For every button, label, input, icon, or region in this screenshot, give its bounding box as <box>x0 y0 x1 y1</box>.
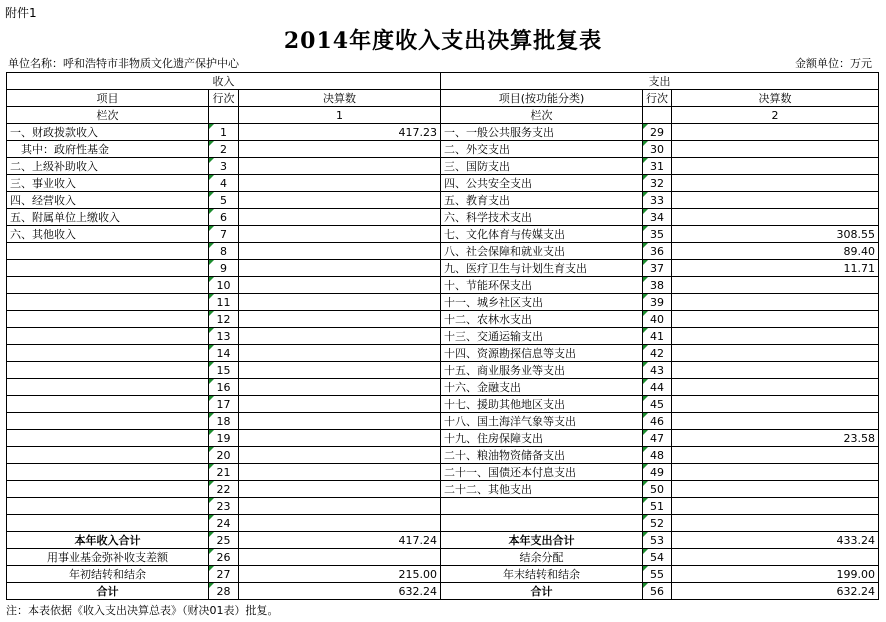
income-amount-cell[interactable] <box>239 498 441 515</box>
income-rowno-cell[interactable]: 15 <box>209 362 239 379</box>
expense-rowno-cell[interactable]: 45 <box>643 396 672 413</box>
expense-rowno-cell[interactable]: 42 <box>643 345 672 362</box>
income-col-number: 1 <box>239 107 441 124</box>
expense-item-cell[interactable]: 三、国防支出 <box>441 158 643 175</box>
expense-item-cell[interactable]: 七、文化体育与传媒支出 <box>441 226 643 243</box>
income-rowno-cell[interactable]: 17 <box>209 396 239 413</box>
table-row <box>7 498 879 515</box>
income-amount-cell[interactable] <box>239 362 441 379</box>
table-row <box>7 192 879 209</box>
amount-unit: 金额单位：万元 <box>795 57 872 70</box>
income-item-cell[interactable] <box>7 447 209 464</box>
income-amount-cell[interactable] <box>239 481 441 498</box>
summary-income-amount[interactable]: 632.24 <box>239 583 441 600</box>
income-item-cell[interactable]: 六、其他收入 <box>7 226 209 243</box>
income-rowno-cell[interactable]: 16 <box>209 379 239 396</box>
summary-row <box>7 583 879 600</box>
summary-income-label[interactable]: 本年收入合计 <box>7 532 209 549</box>
income-rowno-cell[interactable]: 13 <box>209 328 239 345</box>
expense-item-cell[interactable]: 十二、农林水支出 <box>441 311 643 328</box>
income-lanci-label: 栏次 <box>7 107 209 124</box>
attachment-label: 附件1 <box>5 6 37 20</box>
income-item-cell[interactable] <box>7 311 209 328</box>
budget-table-body <box>7 73 879 600</box>
expense-amount-cell[interactable] <box>672 413 879 430</box>
summary-expense-amount[interactable]: 199.00 <box>672 566 879 583</box>
income-item-cell[interactable] <box>7 396 209 413</box>
summary-expense-label[interactable]: 合计 <box>441 583 643 600</box>
header-row-sections <box>7 73 879 90</box>
income-amount-cell[interactable] <box>239 515 441 532</box>
income-rowno-cell[interactable]: 10 <box>209 277 239 294</box>
expense-lanci-label: 栏次 <box>441 107 643 124</box>
expense-item-cell[interactable]: 九、医疗卫生与计划生育支出 <box>441 260 643 277</box>
expense-rowno-cell[interactable]: 52 <box>643 515 672 532</box>
table-row <box>7 464 879 481</box>
expense-item-cell[interactable]: 十八、国土海洋气象等支出 <box>441 413 643 430</box>
income-item-cell[interactable] <box>7 277 209 294</box>
summary-expense-label[interactable]: 本年支出合计 <box>441 532 643 549</box>
summary-expense-label[interactable]: 年末结转和结余 <box>441 566 643 583</box>
table-row <box>7 158 879 175</box>
table-row <box>7 362 879 379</box>
income-amount-cell[interactable] <box>239 260 441 277</box>
header-row-lanci <box>7 107 879 124</box>
expense-amount-cell[interactable] <box>672 515 879 532</box>
income-amount-cell[interactable] <box>239 192 441 209</box>
income-rowno-header: 行次 <box>209 90 239 107</box>
expense-amount-cell[interactable] <box>672 362 879 379</box>
table-row <box>7 379 879 396</box>
table-row <box>7 260 879 277</box>
income-rowno-cell[interactable]: 2 <box>209 141 239 158</box>
expense-amount-cell[interactable] <box>672 175 879 192</box>
expense-rowno-cell[interactable]: 31 <box>643 158 672 175</box>
expense-item-cell[interactable] <box>441 515 643 532</box>
expense-section-header: 支出 <box>441 73 879 90</box>
expense-rowno-cell[interactable]: 51 <box>643 498 672 515</box>
expense-amount-cell[interactable] <box>672 498 879 515</box>
summary-expense-amount[interactable]: 632.24 <box>672 583 879 600</box>
expense-item-cell[interactable]: 二、外交支出 <box>441 141 643 158</box>
income-amount-cell[interactable] <box>239 243 441 260</box>
table-row <box>7 345 879 362</box>
income-amount-cell[interactable] <box>239 464 441 481</box>
income-item-cell[interactable]: 三、事业收入 <box>7 175 209 192</box>
expense-rowno-cell[interactable]: 50 <box>643 481 672 498</box>
summary-row <box>7 549 879 566</box>
summary-expense-rowno[interactable]: 56 <box>643 583 672 600</box>
income-rowno-cell[interactable]: 14 <box>209 345 239 362</box>
income-item-cell[interactable]: 其中：政府性基金 <box>7 141 209 158</box>
expense-col-number: 2 <box>672 107 879 124</box>
expense-rowno-cell[interactable]: 39 <box>643 294 672 311</box>
expense-rowno-cell[interactable]: 29 <box>643 124 672 141</box>
expense-amount-cell[interactable] <box>672 311 879 328</box>
expense-item-cell[interactable]: 十三、交通运输支出 <box>441 328 643 345</box>
income-rowno-cell[interactable]: 23 <box>209 498 239 515</box>
income-item-cell[interactable] <box>7 481 209 498</box>
expense-amount-cell[interactable]: 11.71 <box>672 260 879 277</box>
income-item-cell[interactable]: 二、上级补助收入 <box>7 158 209 175</box>
income-item-cell[interactable] <box>7 464 209 481</box>
income-amount-cell[interactable] <box>239 175 441 192</box>
income-amount-cell[interactable] <box>239 328 441 345</box>
expense-rowno-cell[interactable]: 37 <box>643 260 672 277</box>
income-amount-cell[interactable] <box>239 396 441 413</box>
expense-item-cell[interactable]: 十九、住房保障支出 <box>441 430 643 447</box>
summary-income-rowno[interactable]: 26 <box>209 549 239 566</box>
expense-rowno-cell[interactable]: 30 <box>643 141 672 158</box>
expense-amount-cell[interactable] <box>672 158 879 175</box>
expense-item-cell[interactable]: 二十二、其他支出 <box>441 481 643 498</box>
expense-lanci-blank <box>643 107 672 124</box>
expense-amount-cell[interactable] <box>672 209 879 226</box>
summary-expense-rowno[interactable]: 53 <box>643 532 672 549</box>
summary-row <box>7 566 879 583</box>
summary-income-label[interactable]: 合计 <box>7 583 209 600</box>
income-section-header: 收入 <box>7 73 441 90</box>
expense-rowno-cell[interactable]: 32 <box>643 175 672 192</box>
table-row <box>7 141 879 158</box>
summary-income-rowno[interactable]: 25 <box>209 532 239 549</box>
expense-item-cell[interactable]: 十七、援助其他地区支出 <box>441 396 643 413</box>
expense-amount-cell[interactable] <box>672 481 879 498</box>
unit-name: 单位名称：呼和浩特市非物质文化遗产保护中心 <box>8 57 239 70</box>
income-item-cell[interactable] <box>7 345 209 362</box>
table-row <box>7 175 879 192</box>
summary-income-amount[interactable]: 417.24 <box>239 532 441 549</box>
expense-rowno-cell[interactable]: 43 <box>643 362 672 379</box>
income-amount-cell[interactable] <box>239 413 441 430</box>
table-row <box>7 124 879 141</box>
expense-rowno-header: 行次 <box>643 90 672 107</box>
expense-item-header: 项目(按功能分类) <box>441 90 643 107</box>
expense-item-cell[interactable]: 十一、城乡社区支出 <box>441 294 643 311</box>
expense-item-cell[interactable] <box>441 498 643 515</box>
expense-amount-cell[interactable] <box>672 396 879 413</box>
income-item-cell[interactable]: 五、附属单位上缴收入 <box>7 209 209 226</box>
income-item-cell[interactable] <box>7 430 209 447</box>
expense-amount-cell[interactable]: 23.58 <box>672 430 879 447</box>
income-rowno-cell[interactable]: 7 <box>209 226 239 243</box>
table-row <box>7 209 879 226</box>
income-rowno-cell[interactable]: 11 <box>209 294 239 311</box>
income-rowno-cell[interactable]: 4 <box>209 175 239 192</box>
income-amount-cell[interactable] <box>239 294 441 311</box>
summary-income-amount[interactable] <box>239 549 441 566</box>
unit-info-row <box>0 55 886 70</box>
expense-amount-cell[interactable] <box>672 141 879 158</box>
expense-amount-header: 决算数 <box>672 90 879 107</box>
footnote: 注：本表依据《收入支出决算总表》（财决01表）批复。 <box>6 604 279 617</box>
table-row <box>7 413 879 430</box>
income-item-cell[interactable] <box>7 498 209 515</box>
expense-rowno-cell[interactable]: 49 <box>643 464 672 481</box>
summary-income-label[interactable]: 年初结转和结余 <box>7 566 209 583</box>
table-row <box>7 447 879 464</box>
income-item-cell[interactable] <box>7 243 209 260</box>
table-row <box>7 311 879 328</box>
income-amount-cell[interactable] <box>239 158 441 175</box>
income-item-cell[interactable] <box>7 379 209 396</box>
table-row <box>7 277 879 294</box>
income-rowno-cell[interactable]: 19 <box>209 430 239 447</box>
income-item-header: 项目 <box>7 90 209 107</box>
income-item-cell[interactable]: 一、财政拨款收入 <box>7 124 209 141</box>
table-row <box>7 294 879 311</box>
expense-rowno-cell[interactable]: 40 <box>643 311 672 328</box>
table-row <box>7 481 879 498</box>
expense-item-cell[interactable]: 六、科学技术支出 <box>441 209 643 226</box>
page-title: 2014年度收入支出决算批复表 <box>283 28 603 54</box>
expense-item-cell[interactable]: 十五、商业服务业等支出 <box>441 362 643 379</box>
income-amount-cell[interactable] <box>239 226 441 243</box>
income-amount-cell[interactable] <box>239 277 441 294</box>
table-row <box>7 328 879 345</box>
expense-rowno-cell[interactable]: 48 <box>643 447 672 464</box>
expense-rowno-cell[interactable]: 38 <box>643 277 672 294</box>
summary-income-label[interactable]: 用事业基金弥补收支差额 <box>7 549 209 566</box>
summary-income-amount[interactable]: 215.00 <box>239 566 441 583</box>
summary-expense-rowno[interactable]: 54 <box>643 549 672 566</box>
expense-amount-cell[interactable] <box>672 124 879 141</box>
expense-item-cell[interactable]: 一、一般公共服务支出 <box>441 124 643 141</box>
income-rowno-cell[interactable]: 21 <box>209 464 239 481</box>
expense-item-cell[interactable]: 五、教育支出 <box>441 192 643 209</box>
table-row <box>7 515 879 532</box>
income-amount-header: 决算数 <box>239 90 441 107</box>
expense-rowno-cell[interactable]: 35 <box>643 226 672 243</box>
expense-amount-cell[interactable] <box>672 447 879 464</box>
expense-amount-cell[interactable] <box>672 345 879 362</box>
income-amount-cell[interactable] <box>239 209 441 226</box>
income-item-cell[interactable]: 四、经营收入 <box>7 192 209 209</box>
income-amount-cell[interactable]: 417.23 <box>239 124 441 141</box>
summary-expense-rowno[interactable]: 55 <box>643 566 672 583</box>
income-rowno-cell[interactable]: 12 <box>209 311 239 328</box>
budget-table <box>6 72 879 600</box>
income-amount-cell[interactable] <box>239 430 441 447</box>
expense-item-cell[interactable]: 八、社会保障和就业支出 <box>441 243 643 260</box>
expense-amount-cell[interactable] <box>672 192 879 209</box>
income-item-cell[interactable] <box>7 413 209 430</box>
income-item-cell[interactable] <box>7 515 209 532</box>
expense-amount-cell[interactable] <box>672 464 879 481</box>
expense-amount-cell[interactable] <box>672 328 879 345</box>
expense-rowno-cell[interactable]: 44 <box>643 379 672 396</box>
expense-rowno-cell[interactable]: 46 <box>643 413 672 430</box>
expense-item-cell[interactable]: 十四、资源勘探信息等支出 <box>441 345 643 362</box>
table-row <box>7 396 879 413</box>
income-rowno-cell[interactable]: 6 <box>209 209 239 226</box>
header-row-columns <box>7 90 879 107</box>
expense-amount-cell[interactable] <box>672 379 879 396</box>
income-item-cell[interactable] <box>7 260 209 277</box>
expense-item-cell[interactable]: 十、节能环保支出 <box>441 277 643 294</box>
income-item-cell[interactable] <box>7 294 209 311</box>
income-rowno-cell[interactable]: 22 <box>209 481 239 498</box>
income-amount-cell[interactable] <box>239 447 441 464</box>
expense-amount-cell[interactable] <box>672 294 879 311</box>
summary-row <box>7 532 879 549</box>
income-rowno-cell[interactable]: 18 <box>209 413 239 430</box>
income-item-cell[interactable] <box>7 328 209 345</box>
table-row <box>7 430 879 447</box>
income-rowno-cell[interactable]: 3 <box>209 158 239 175</box>
expense-amount-cell[interactable] <box>672 277 879 294</box>
income-rowno-cell[interactable]: 24 <box>209 515 239 532</box>
expense-item-cell[interactable]: 二十一、国债还本付息支出 <box>441 464 643 481</box>
income-item-cell[interactable] <box>7 362 209 379</box>
expense-rowno-cell[interactable]: 33 <box>643 192 672 209</box>
table-row <box>7 226 879 243</box>
expense-amount-cell[interactable]: 308.55 <box>672 226 879 243</box>
summary-expense-label[interactable]: 结余分配 <box>441 549 643 566</box>
income-amount-cell[interactable] <box>239 345 441 362</box>
expense-rowno-cell[interactable]: 41 <box>643 328 672 345</box>
income-amount-cell[interactable] <box>239 141 441 158</box>
summary-income-rowno[interactable]: 27 <box>209 566 239 583</box>
summary-expense-amount[interactable] <box>672 549 879 566</box>
expense-rowno-cell[interactable]: 36 <box>643 243 672 260</box>
income-rowno-cell[interactable]: 1 <box>209 124 239 141</box>
expense-rowno-cell[interactable]: 34 <box>643 209 672 226</box>
income-rowno-cell[interactable]: 20 <box>209 447 239 464</box>
summary-expense-amount[interactable]: 433.24 <box>672 532 879 549</box>
expense-item-cell[interactable]: 二十、粮油物资储备支出 <box>441 447 643 464</box>
table-row <box>7 243 879 260</box>
income-amount-cell[interactable] <box>239 311 441 328</box>
expense-item-cell[interactable]: 十六、金融支出 <box>441 379 643 396</box>
income-rowno-cell[interactable]: 9 <box>209 260 239 277</box>
income-rowno-cell[interactable]: 8 <box>209 243 239 260</box>
income-lanci-blank <box>209 107 239 124</box>
expense-rowno-cell[interactable]: 47 <box>643 430 672 447</box>
income-rowno-cell[interactable]: 5 <box>209 192 239 209</box>
income-amount-cell[interactable] <box>239 379 441 396</box>
expense-amount-cell[interactable]: 89.40 <box>672 243 879 260</box>
expense-item-cell[interactable]: 四、公共安全支出 <box>441 175 643 192</box>
summary-income-rowno[interactable]: 28 <box>209 583 239 600</box>
